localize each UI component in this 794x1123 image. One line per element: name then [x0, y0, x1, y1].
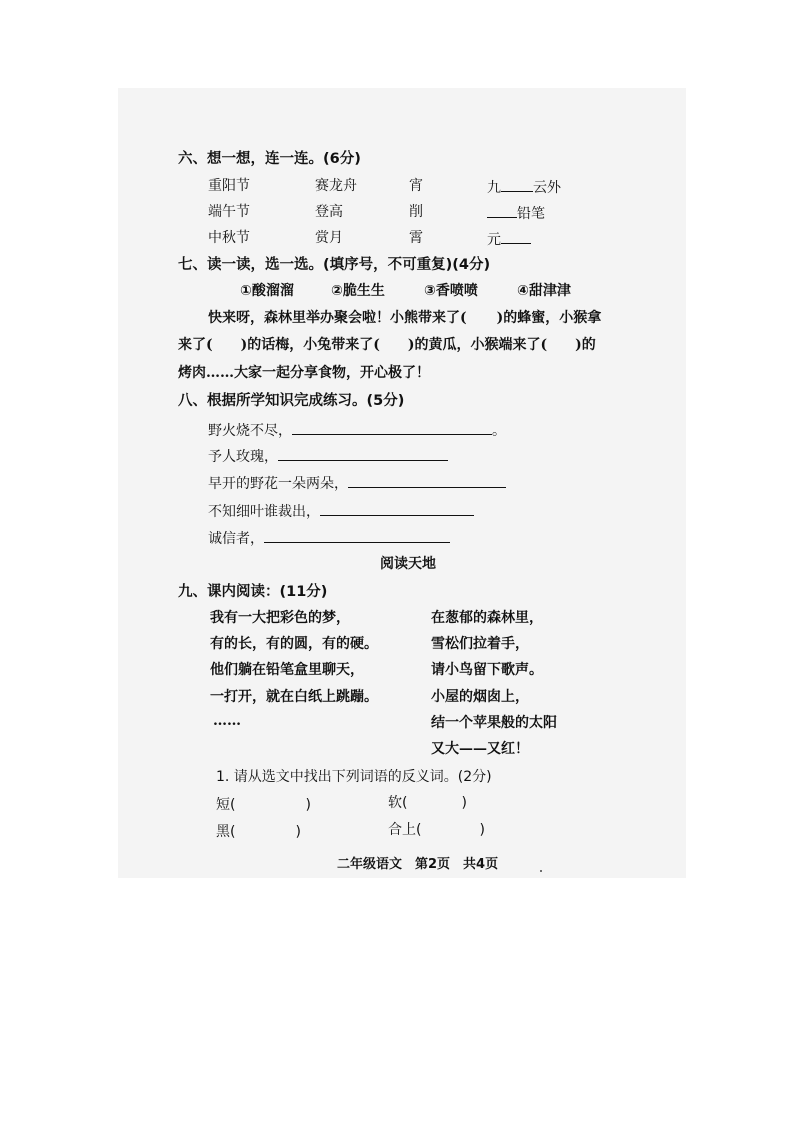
antonym-close	[388, 821, 485, 839]
poem-prompt-3: 早开的野花一朵两朵，	[208, 476, 348, 492]
custom-1: 赛龙舟	[315, 178, 357, 194]
word-blank-1-post: 云外	[533, 180, 561, 196]
answer-line[interactable]	[320, 501, 474, 516]
answer-line[interactable]	[278, 446, 448, 461]
answer-line[interactable]	[264, 528, 450, 543]
poem-completion-3	[208, 473, 506, 493]
poem-left-4: 一打开，就在白纸上跳蹦。	[210, 689, 378, 705]
answer-line[interactable]	[348, 473, 506, 488]
page-footer: 二年级语文 第2页 共4页	[337, 857, 499, 872]
antonym-word: 软(	[388, 795, 408, 811]
char-2: 削	[409, 204, 423, 220]
poem-prompt-4: 不知细叶谁裁出，	[208, 504, 320, 520]
word-blank-2-post: 铅笔	[517, 206, 545, 222]
option-1: ①酸溜溜	[240, 283, 294, 299]
close-paren: )	[479, 822, 485, 838]
passage-2b: )的话梅，小兔带来了(	[240, 337, 380, 353]
passage-line-1	[208, 309, 601, 327]
word-blank-1-pre: 九	[487, 180, 501, 196]
poem-completion-4	[208, 501, 474, 521]
poem-completion-2	[208, 446, 448, 466]
antonym-soft	[388, 794, 467, 812]
poem-right-6: 又大——又红！	[431, 741, 529, 757]
poem-prompt-1: 野火烧不尽，	[208, 423, 292, 439]
section-6-title: 六、想一想，连一连。(6分)	[178, 151, 361, 167]
scan-speck	[540, 870, 542, 872]
passage-2d: )的	[575, 337, 596, 353]
antonym-word: 短(	[216, 797, 236, 813]
antonym-word: 合上(	[388, 822, 422, 838]
custom-2: 登高	[315, 204, 343, 220]
poem-right-2: 雪松们拉着手，	[431, 636, 529, 652]
section-8-title: 八、根据所学知识完成练习。(5分)	[178, 393, 405, 409]
close-paren: )	[461, 795, 467, 811]
poem-completion-1	[208, 420, 506, 440]
passage-line-3: 烤肉……大家一起分享食物，开心极了！	[178, 365, 430, 381]
fill-blank[interactable]	[501, 229, 531, 244]
char-1: 宵	[409, 178, 423, 194]
question-1: 1. 请从选文中找出下列词语的反义词。(2分)	[216, 769, 492, 785]
word-blank-3	[487, 229, 531, 249]
passage-2c: )的黄瓜，小猴端来了(	[407, 337, 548, 353]
passage-1b: )的蜂蜜，小猴拿	[496, 310, 602, 326]
section-7-title: 七、读一读，选一选。(填序号，不可重复)(4分)	[178, 257, 491, 273]
word-blank-2	[487, 203, 545, 223]
poem-left-3: 他们躺在铅笔盒里聊天，	[210, 662, 364, 678]
answer-line[interactable]	[292, 420, 492, 435]
option-3: ③香喷喷	[424, 283, 478, 299]
poem-right-4: 小屋的烟囱上，	[431, 689, 529, 705]
poem-right-1: 在葱郁的森林里，	[431, 610, 543, 626]
poem-left-1: 我有一大把彩色的梦，	[210, 610, 350, 626]
festival-3: 中秋节	[208, 230, 250, 246]
option-4: ④甜津津	[517, 283, 571, 299]
poem-right-3: 请小鸟留下歌声。	[431, 662, 543, 678]
char-3: 霄	[409, 230, 423, 246]
antonym-short	[216, 796, 311, 814]
poem-prompt-2: 予人玫瑰，	[208, 449, 278, 465]
section-9-title: 九、课内阅读：(11分)	[178, 584, 328, 600]
close-paren: )	[295, 824, 301, 840]
antonym-black	[216, 823, 301, 841]
poem-left-2: 有的长，有的圆，有的硬。	[210, 636, 378, 652]
passage-line-2	[178, 336, 596, 354]
poem-left-ellipsis: ……	[213, 713, 241, 729]
festival-1: 重阳节	[208, 178, 250, 194]
close-paren: )	[305, 797, 311, 813]
fill-blank[interactable]	[487, 203, 517, 218]
reading-heading: 阅读天地	[380, 556, 436, 572]
antonym-word: 黑(	[216, 824, 236, 840]
option-2: ②脆生生	[331, 283, 385, 299]
passage-2a: 来了(	[178, 337, 213, 353]
custom-3: 赏月	[315, 230, 343, 246]
word-blank-3-pre: 元	[487, 232, 501, 248]
period-mark: 。	[492, 423, 506, 439]
festival-2: 端午节	[208, 204, 250, 220]
poem-right-5: 结一个苹果般的太阳	[431, 715, 557, 731]
word-blank-1	[487, 177, 561, 197]
poem-prompt-5: 诚信者，	[208, 531, 264, 547]
fill-blank[interactable]	[501, 177, 533, 192]
poem-completion-5	[208, 528, 450, 548]
passage-1a: 快来呀，森林里举办聚会啦！小熊带来了(	[208, 310, 467, 326]
